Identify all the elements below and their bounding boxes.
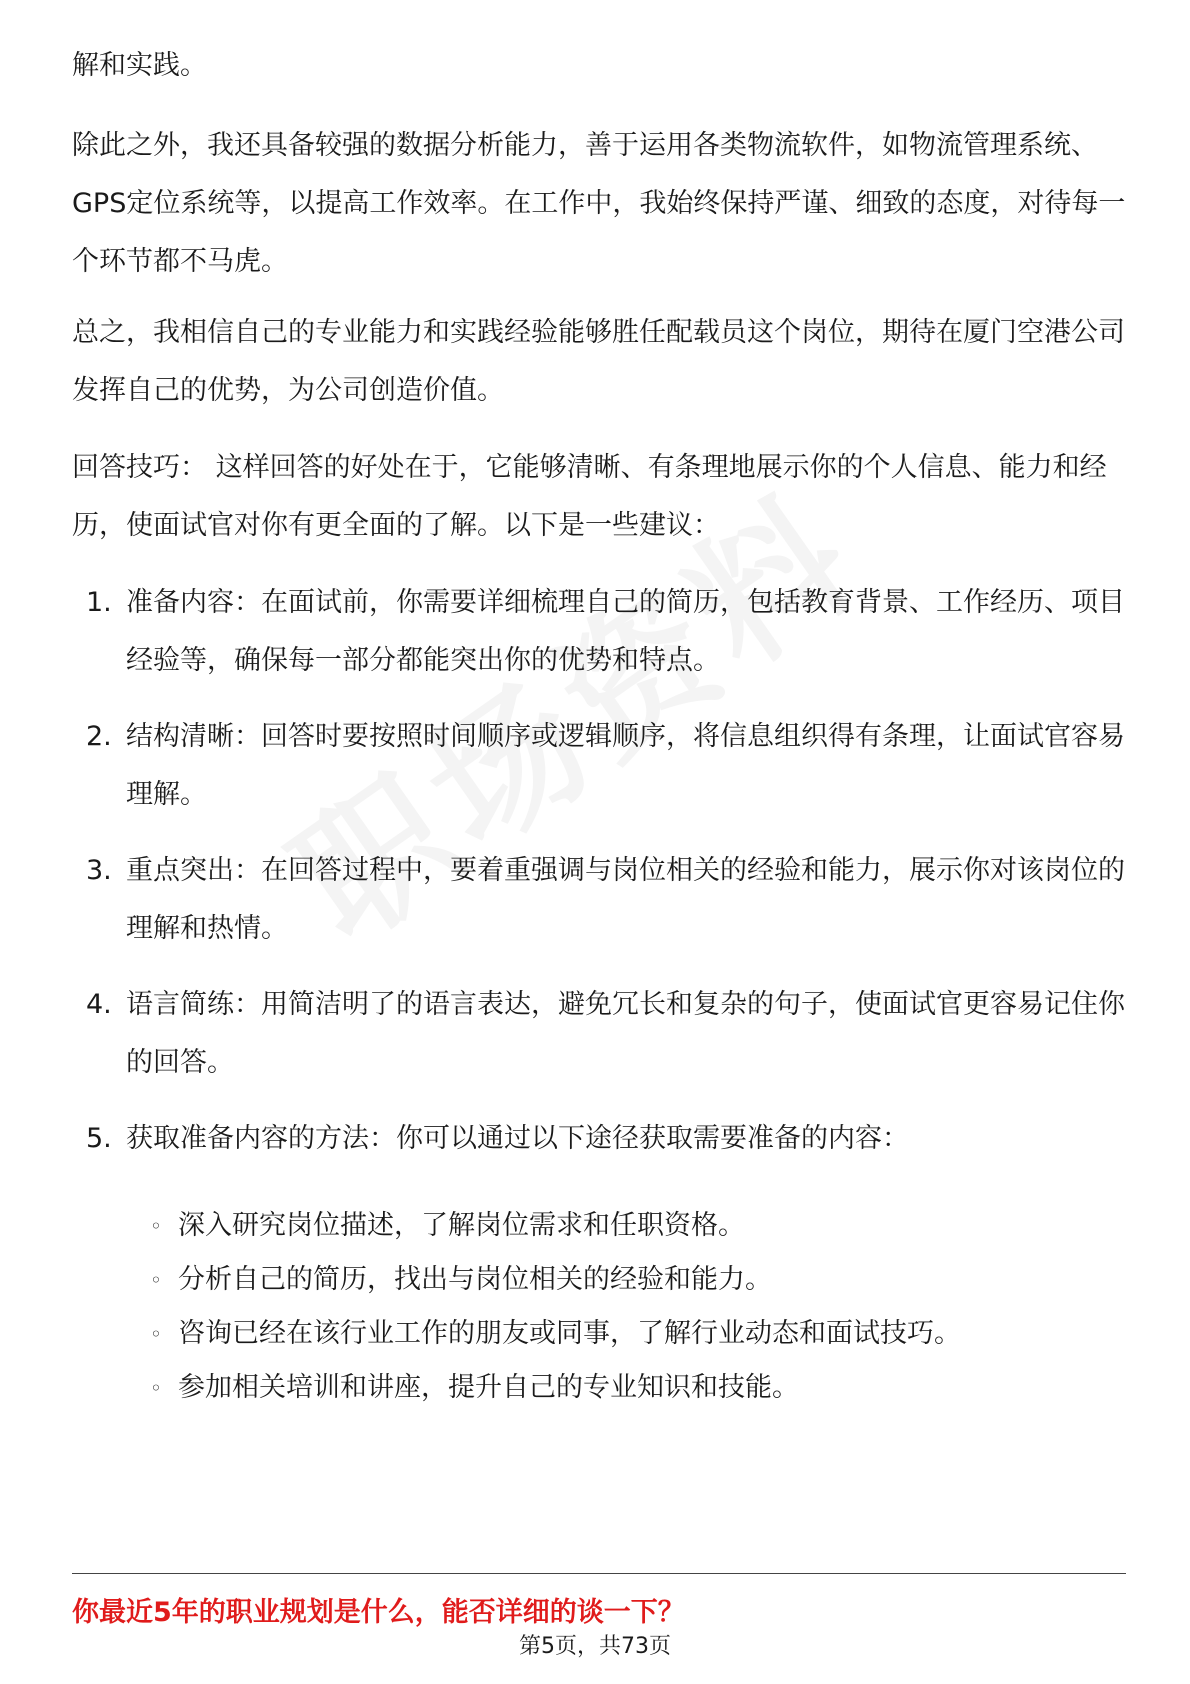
paragraph-skills: 除此之外，我还具备较强的数据分析能力，善于运用各类物流软件，如物流管理系统、GPS定位系统等，以提高工作效率。在工作中，我始终保持严谨、细致的态度，对待每一个环节都不马虎。	[72, 130, 1126, 277]
sub-bullet-text: 咨询已经在该行业工作的朋友或同事，了解行业动态和面试技巧。	[178, 1318, 961, 1349]
page-footer: 第5页，共73页	[519, 1634, 671, 1659]
next-question-heading: 你最近5年的职业规划是什么，能否详细的谈一下？	[72, 1597, 685, 1628]
bullet-marker-icon: ◦	[150, 1214, 162, 1238]
list-text: 获取准备内容的方法：你可以通过以下途径获取需要准备的内容：	[126, 1123, 909, 1154]
list-text: 重点突出：在回答过程中，要着重强调与岗位相关的经验和能力，展示你对该岗位的理解和热情。	[126, 855, 1125, 944]
bullet-marker-icon: ◦	[150, 1268, 162, 1292]
sub-bullet-text: 深入研究岗位描述，了解岗位需求和任职资格。	[178, 1210, 745, 1241]
list-number: 3.	[86, 855, 112, 886]
list-text: 语言简练：用简洁明了的语言表达，避免冗长和复杂的句子，使面试官更容易记住你的回答。	[126, 989, 1125, 1078]
bullet-marker-icon: ◦	[150, 1376, 162, 1400]
section-divider	[72, 1573, 1126, 1574]
list-text: 结构清晰：回答时要按照时间顺序或逻辑顺序，将信息组织得有条理，让面试官容易理解。	[126, 721, 1125, 810]
list-number: 2.	[86, 721, 112, 752]
sub-bullet-text: 参加相关培训和讲座，提升自己的专业知识和技能。	[178, 1372, 799, 1403]
list-number: 5.	[86, 1123, 112, 1154]
sub-bullet-text: 分析自己的简历，找出与岗位相关的经验和能力。	[178, 1264, 772, 1295]
paragraph-answer-tips: 回答技巧： 这样回答的好处在于，它能够清晰、有条理地展示你的个人信息、能力和经历，使面试官对你有更全面的了解。以下是一些建议：	[72, 452, 1107, 541]
list-number: 1.	[86, 587, 112, 618]
bullet-marker-icon: ◦	[150, 1322, 162, 1346]
paragraph-conclusion: 总之，我相信自己的专业能力和实践经验能够胜任配载员这个岗位，期待在厦门空港公司发挥自己的优势，为公司创造价值。	[72, 317, 1125, 406]
paragraph-continuation: 解和实践。	[72, 50, 207, 81]
list-number: 4.	[86, 989, 112, 1020]
list-text: 准备内容：在面试前，你需要详细梳理自己的简历，包括教育背景、工作经历、项目经验等，确保每一部分都能突出你的优势和特点。	[126, 587, 1125, 676]
